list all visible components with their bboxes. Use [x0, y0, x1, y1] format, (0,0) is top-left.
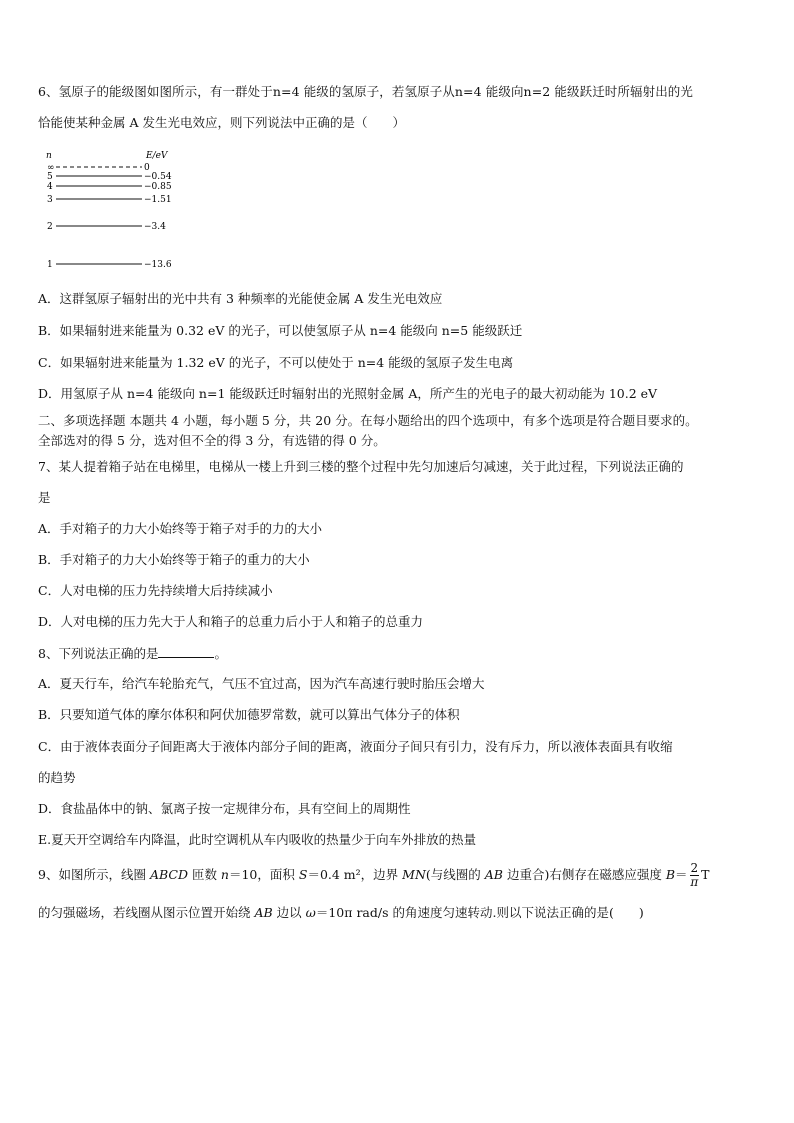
q6-option-c: C．如果辐射进来能量为 1.32 eV 的光子，不可以使处于 n=4 能级的氢原子发生电离: [38, 355, 514, 370]
q6-stem-line1: 6、氢原子的能级图如图所示，有一群处于n=4 能级的氢原子，若氢原子从n=4 能级向n=2 能级跃迁时所辐射出的光: [38, 84, 694, 99]
q9-boundary-label: MN: [402, 867, 426, 882]
q9-text: 的匀强磁场，若线圈从图示位置开始绕: [38, 905, 255, 920]
q9-text: ＝10π rad/s 的角速度匀速转动.则以下说法正确的是( ): [315, 905, 644, 920]
q7-option-c: C．人对电梯的压力先持续增大后持续减小: [38, 583, 273, 598]
q9-text: 匝数: [187, 867, 221, 882]
q9-omega-symbol: ω: [305, 905, 316, 920]
q9-text: ＝10，面积: [228, 867, 299, 882]
q7-stem-line1: 7、某人提着箱子站在电梯里，电梯从一楼上升到三楼的整个过程中先匀加速后匀减速，关于此过程，下列说法正确的: [38, 459, 684, 474]
q8-stem: [38, 645, 227, 662]
q6-option-d: D．用氢原子从 n=4 能级向 n=1 能级跃迁时辐射出的光照射金属 A，所产生的光电子的最大初动能为 10.2 eV: [38, 386, 658, 401]
fraction-denominator: π: [690, 875, 699, 889]
level-n-label: 5: [47, 172, 53, 182]
energy-axis-label: E/eV: [146, 151, 168, 161]
section2-line1: 二、多项选择题 本题共 4 小题，每小题 5 分，共 20 分。在每小题给出的四个选项中，有多个选项是符合题目要求的。: [38, 413, 698, 428]
q8-option-e: E.夏天开空调给车内降温，此时空调机从车内吸收的热量少于向车外排放的热量: [38, 832, 477, 847]
q8-option-a: A．夏天行车，给汽车轮胎充气，气压不宜过高，因为汽车高速行驶时胎压会增大: [38, 676, 485, 691]
fraction-numerator: 2: [690, 861, 699, 875]
q9-field-symbol: B: [665, 867, 675, 882]
level-n-label: 4: [47, 182, 53, 192]
q6-option-a: A．这群氢原子辐射出的光中共有 3 种频率的光能使金属 A 发生光电效应: [38, 291, 443, 306]
level-energy-label: −1.51: [144, 195, 172, 205]
q9-coil-label: ABCD: [149, 867, 188, 882]
q9-text: 边重合)右侧存在磁感应强度: [502, 867, 666, 882]
q7-option-a: A．手对箱子的力大小始终等于箱子对手的力的大小: [38, 521, 323, 536]
level-energy-label: −13.6: [144, 260, 172, 270]
answer-blank: [158, 645, 214, 658]
q9-turns-symbol: n: [220, 867, 229, 882]
q9-fraction: [690, 862, 700, 889]
level-n-label: 1: [47, 260, 53, 270]
n-axis-label: n: [46, 151, 52, 161]
q8-option-c-line1: C．由于液体表面分子间距离大于液体内部分子间的距离，液面分子间只有引力，没有斥力，所以液体表面具有收缩: [38, 739, 673, 754]
q9-side-label: AB: [484, 867, 503, 882]
energy-level-diagram: [40, 148, 240, 278]
level-energy-label: −0.54: [144, 172, 172, 182]
q6-stem-line2: 恰能使某种金属 A 发生光电效应，则下列说法中正确的是（ ）: [38, 115, 405, 130]
q9-text: 边以: [272, 905, 306, 920]
q6-option-b: B．如果辐射进来能量为 0.32 eV 的光子，可以使氢原子从 n=4 能级向 n=5 能级跃迁: [38, 323, 523, 338]
q7-option-d: D．人对电梯的压力先大于人和箱子的总重力后小于人和箱子的总重力: [38, 614, 424, 629]
level-energy-label: −3.4: [144, 222, 166, 232]
q7-option-b: B．手对箱子的力大小始终等于箱子的重力的大小: [38, 552, 310, 567]
q7-stem-line2: 是: [38, 490, 51, 505]
q9-stem-line1: [38, 860, 710, 890]
q9-text: ＝0.4 m²，边界: [307, 867, 403, 882]
q9-stem-line2: [38, 905, 644, 921]
q9-text: ＝: [675, 867, 688, 882]
level-energy-label: −0.85: [144, 182, 172, 192]
q9-text: (与线圈的: [425, 867, 485, 882]
level-energy-label: 0: [144, 163, 150, 173]
q9-unit: T: [701, 867, 710, 882]
q8-option-c-line2: 的趋势: [38, 770, 76, 785]
q9-area-symbol: S: [298, 867, 308, 882]
energy-levels: [47, 163, 172, 270]
section2-line2: 全部选对的得 5 分，选对但不全的得 3 分，有选错的得 0 分。: [38, 433, 386, 448]
q9-text: 9、如图所示，线圈: [38, 867, 150, 882]
level-n-label: ∞: [47, 163, 55, 173]
level-n-label: 3: [47, 195, 53, 205]
q8-option-b: B．只要知道气体的摩尔体积和阿伏加德罗常数，就可以算出气体分子的体积: [38, 707, 460, 722]
q9-axis-label: AB: [254, 905, 273, 920]
q8-stem-end: 。: [214, 646, 227, 661]
q8-stem-text: 8、下列说法正确的是: [38, 646, 159, 661]
level-n-label: 2: [47, 222, 53, 232]
q8-option-d: D．食盐晶体中的钠、氯离子按一定规律分布，具有空间上的周期性: [38, 801, 411, 816]
